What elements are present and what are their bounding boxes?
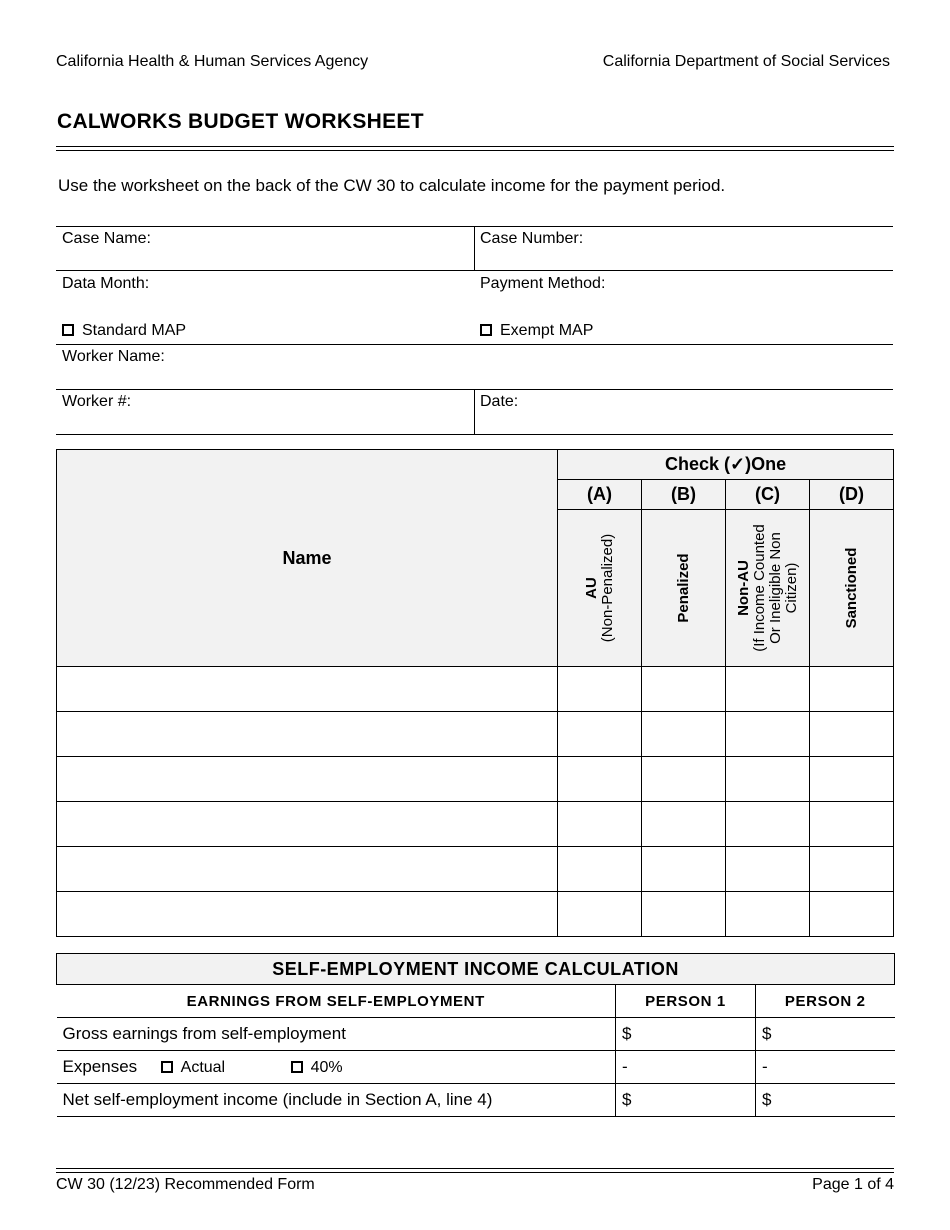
column-b-cell[interactable]: [642, 667, 726, 712]
page-title: CALWORKS BUDGET WORKSHEET: [57, 110, 424, 133]
column-d-label: Sanctioned: [842, 547, 860, 629]
payment-method-label: Payment Method:: [480, 275, 606, 292]
agency-name: California Health & Human Services Agency: [56, 53, 369, 70]
column-b-cell[interactable]: [642, 847, 726, 892]
name-cell[interactable]: [57, 757, 558, 802]
column-c-cell[interactable]: [726, 712, 810, 757]
case-number-field[interactable]: Case Number:: [480, 230, 584, 247]
case-name-field[interactable]: Case Name:: [62, 230, 151, 247]
table-row: [57, 757, 894, 802]
name-column-header: Name: [57, 450, 558, 667]
column-a-sublabel: (Non-Penalized): [598, 533, 616, 643]
table-row: [57, 802, 894, 847]
column-c-letter: (C): [726, 480, 810, 510]
column-a-cell[interactable]: [558, 847, 642, 892]
column-b-header: [642, 510, 726, 667]
standard-map-label: Standard MAP: [82, 322, 187, 339]
instruction-text: Use the worksheet on the back of the CW 30 to calculate income for the payment period.: [58, 176, 726, 195]
forty-percent-checkbox[interactable]: [291, 1061, 303, 1073]
column-a-cell[interactable]: [558, 802, 642, 847]
check-one-header: Check (✓)One: [558, 450, 894, 480]
column-c-cell[interactable]: [726, 667, 810, 712]
name-cell[interactable]: [57, 712, 558, 757]
footer-divider: [56, 1168, 894, 1173]
column-c-cell[interactable]: [726, 802, 810, 847]
self-employment-table: [56, 953, 895, 1117]
column-b-cell[interactable]: [642, 712, 726, 757]
self-employment-title: SELF-EMPLOYMENT INCOME CALCULATION: [57, 954, 895, 985]
page-number: Page 1 of 4: [812, 1176, 894, 1193]
column-d-cell[interactable]: [810, 712, 894, 757]
column-b-cell[interactable]: [642, 892, 726, 937]
column-a-cell[interactable]: [558, 667, 642, 712]
column-c-cell[interactable]: [726, 892, 810, 937]
table-row: [57, 847, 894, 892]
column-c-sublabel-1: (If Income Counted: [750, 524, 768, 652]
name-cell[interactable]: [57, 847, 558, 892]
column-a-letter: (A): [558, 480, 642, 510]
person1-column-header: PERSON 1: [616, 985, 756, 1018]
standard-map-option[interactable]: [62, 322, 186, 340]
table-row: [57, 667, 894, 712]
column-c-label: Non-AU: [734, 560, 752, 616]
exempt-map-checkbox[interactable]: [480, 324, 492, 336]
column-d-header: [810, 510, 894, 667]
actual-checkbox[interactable]: [161, 1061, 173, 1073]
column-c-sublabel-2: Or Ineligible Non: [766, 532, 784, 644]
column-a-label: AU: [582, 577, 600, 599]
column-d-cell[interactable]: [810, 802, 894, 847]
person2-column-header: PERSON 2: [756, 985, 895, 1018]
worker-number-field[interactable]: Worker #:: [62, 393, 132, 410]
column-d-cell[interactable]: [810, 847, 894, 892]
column-c-sublabel-3: Citizen): [782, 562, 800, 614]
column-d-cell[interactable]: [810, 667, 894, 712]
column-a-cell[interactable]: [558, 757, 642, 802]
column-a-cell[interactable]: [558, 892, 642, 937]
title-divider: [56, 146, 894, 151]
expenses-row: [57, 1051, 616, 1084]
column-b-cell[interactable]: [642, 757, 726, 802]
expenses-person1[interactable]: -: [616, 1051, 756, 1084]
name-cell[interactable]: [57, 892, 558, 937]
column-d-cell[interactable]: [810, 892, 894, 937]
exempt-map-label: Exempt MAP: [500, 322, 594, 339]
column-b-cell[interactable]: [642, 802, 726, 847]
column-b-label: Penalized: [674, 553, 692, 623]
expenses-person2[interactable]: -: [756, 1051, 895, 1084]
actual-label: Actual: [180, 1059, 226, 1076]
form-id: CW 30 (12/23) Recommended Form: [56, 1176, 315, 1193]
gross-earnings-label: Gross earnings from self-employment: [57, 1018, 616, 1051]
column-c-cell[interactable]: [726, 757, 810, 802]
gross-earnings-person2[interactable]: $: [756, 1018, 895, 1051]
gross-earnings-person1[interactable]: $: [616, 1018, 756, 1051]
net-income-label: Net self-employment income (include in Section A, line 4): [57, 1084, 616, 1117]
column-d-cell[interactable]: [810, 757, 894, 802]
department-name: California Department of Social Services: [602, 53, 890, 70]
household-members-table: [56, 449, 894, 937]
column-c-cell[interactable]: [726, 847, 810, 892]
name-cell[interactable]: [57, 667, 558, 712]
exempt-map-option[interactable]: [480, 322, 593, 340]
worker-name-field[interactable]: Worker Name:: [62, 348, 165, 365]
column-a-cell[interactable]: [558, 712, 642, 757]
column-c-header: [726, 510, 810, 667]
table-row: [57, 712, 894, 757]
net-income-person1[interactable]: $: [616, 1084, 756, 1117]
table-row: [57, 892, 894, 937]
name-cell[interactable]: [57, 802, 558, 847]
earnings-column-header: EARNINGS FROM SELF-EMPLOYMENT: [57, 985, 616, 1018]
column-d-letter: (D): [810, 480, 894, 510]
standard-map-checkbox[interactable]: [62, 324, 74, 336]
net-income-person2[interactable]: $: [756, 1084, 895, 1117]
forty-percent-label: 40%: [310, 1059, 343, 1076]
column-b-letter: (B): [642, 480, 726, 510]
expenses-label: Expenses: [62, 1057, 138, 1076]
column-a-header: [558, 510, 642, 667]
data-month-field[interactable]: Data Month:: [62, 275, 150, 292]
date-field[interactable]: Date:: [480, 393, 519, 410]
